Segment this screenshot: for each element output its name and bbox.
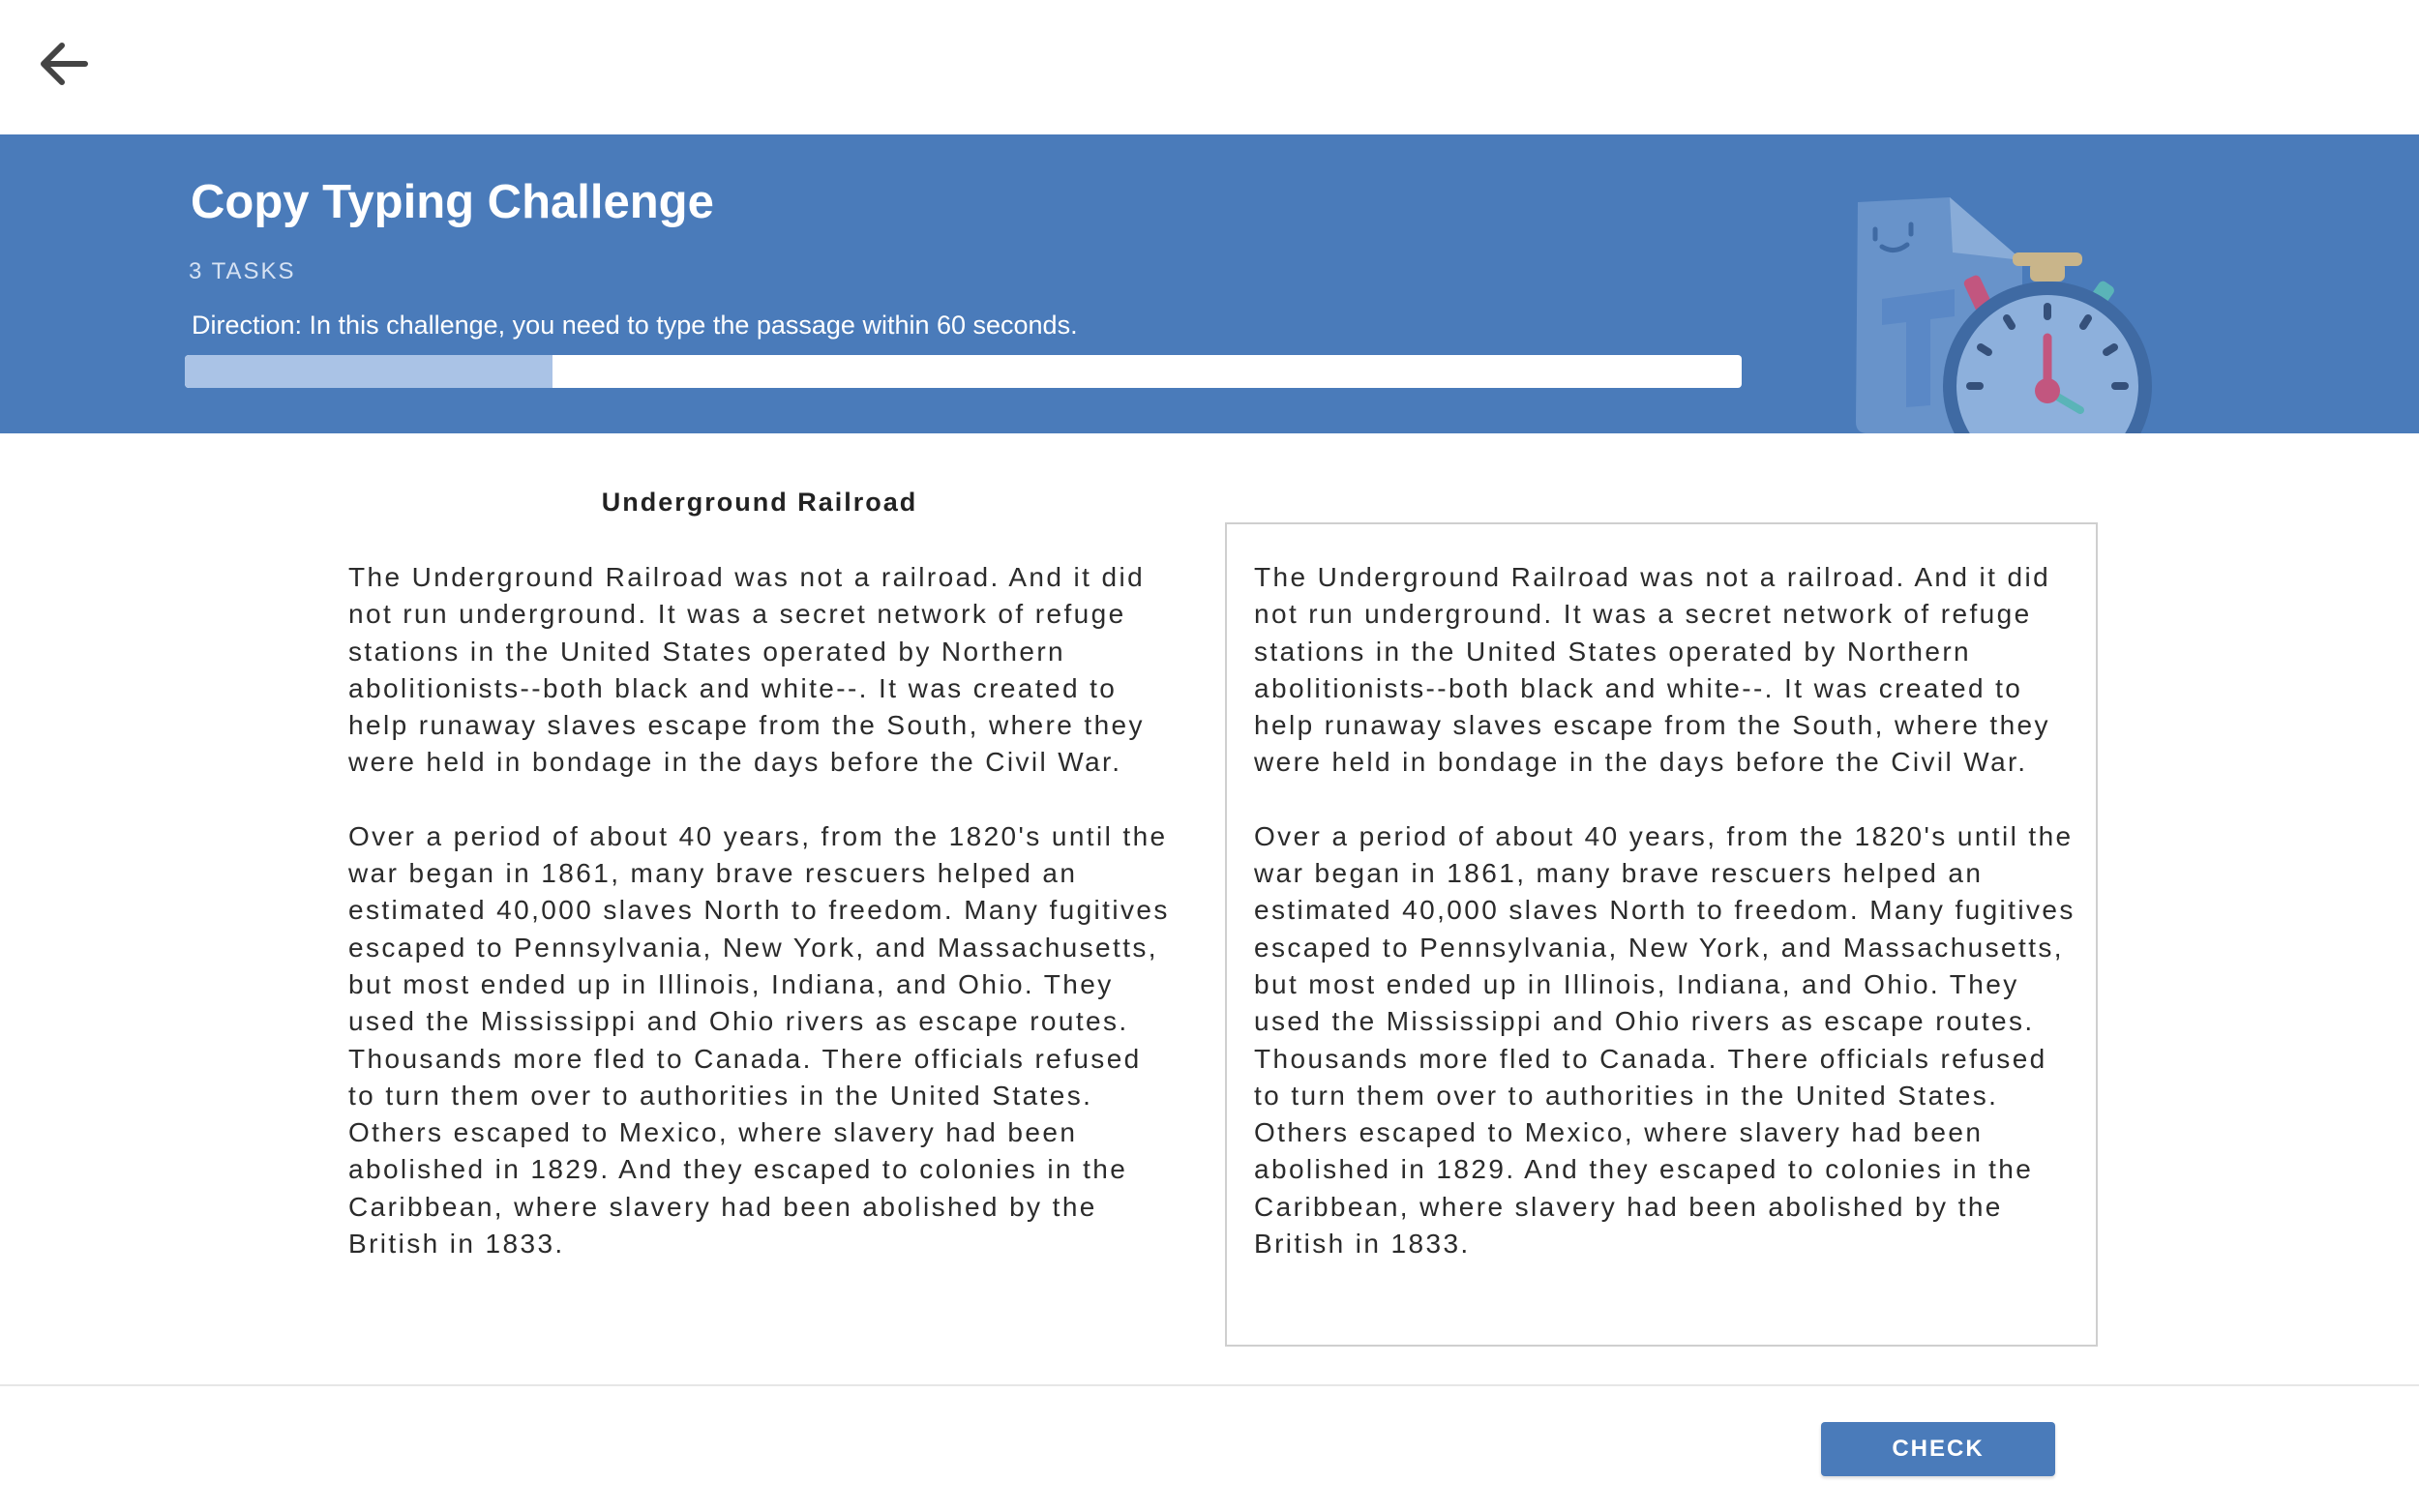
main-content — [0, 433, 2419, 1386]
passage-paragraph: The Underground Railroad was not a railroad. And it did not run underground. It was a secret network of refuge stations in the United States operated by Northern abolitionists--both black and white--. It was created to help runaway slaves escape from the South, where they were held in bondage in the days before the Civil War. — [348, 562, 1146, 778]
page-title: Copy Typing Challenge — [191, 176, 714, 228]
arrow-left-icon — [37, 37, 91, 91]
passage-title: Underground Railroad — [601, 488, 918, 517]
document-stopwatch-illustration — [1838, 193, 2167, 433]
passage-paragraph: Over a period of about 40 years, from the 1820's until the war began in 1861, many brave rescuers helped an estimated 40,000 slaves North to freedom. Many fugitives escaped to Pennsylvania, New York, and Massachusetts, but most ended up in Illinois, Indiana, and Ohio. They used the Mississippi and Ohio rivers as escape routes. Thousands more fled to Canada. There officials refused to turn them over to authorities in the United States. Others escaped to Mexico, where slavery had been abolished in 1829. And they escaped to colonies in the Caribbean, where slavery had been abolished by the British in 1833. — [348, 820, 1170, 1260]
typed-paragraph: The Underground Railroad was not a railroad. And it did not run underground. It was a secret network of refuge stations in the United States operated by Northern abolitionists--both black and white--. It was created to help runaway slaves escape from the South, where they were held in bondage in the days before the Civil War. — [1254, 562, 2051, 778]
typed-text[interactable] — [1254, 559, 2076, 1299]
top-bar — [0, 0, 2419, 134]
back-button[interactable] — [29, 29, 99, 99]
typing-input[interactable] — [1225, 522, 2098, 1347]
footer-divider — [0, 1384, 2419, 1386]
check-button[interactable]: CHECK — [1821, 1422, 2055, 1476]
direction-text: Direction: In this challenge, you need to type the passage within 60 seconds. — [192, 311, 1078, 340]
task-count: 3 TASKS — [189, 258, 296, 284]
challenge-banner — [0, 134, 2419, 433]
progress-bar — [185, 355, 1742, 388]
typed-paragraph: Over a period of about 40 years, from the 1820's until the war began in 1861, many brave rescuers helped an estimated 40,000 slaves North to freedom. Many fugitives escaped to Pennsylvania, New York, and Massachusetts, but most ended up in Illinois, Indiana, and Ohio. They used the Mississippi and Ohio rivers as escape routes. Thousands more fled to Canada. There officials refused to turn them over to authorities in the United States. Others escaped to Mexico, where slavery had been abolished in 1829. And they escaped to colonies in the Caribbean, where slavery had been abolished by the British in 1833. — [1254, 820, 2076, 1260]
source-passage — [348, 559, 1171, 1299]
progress-fill — [185, 355, 552, 388]
